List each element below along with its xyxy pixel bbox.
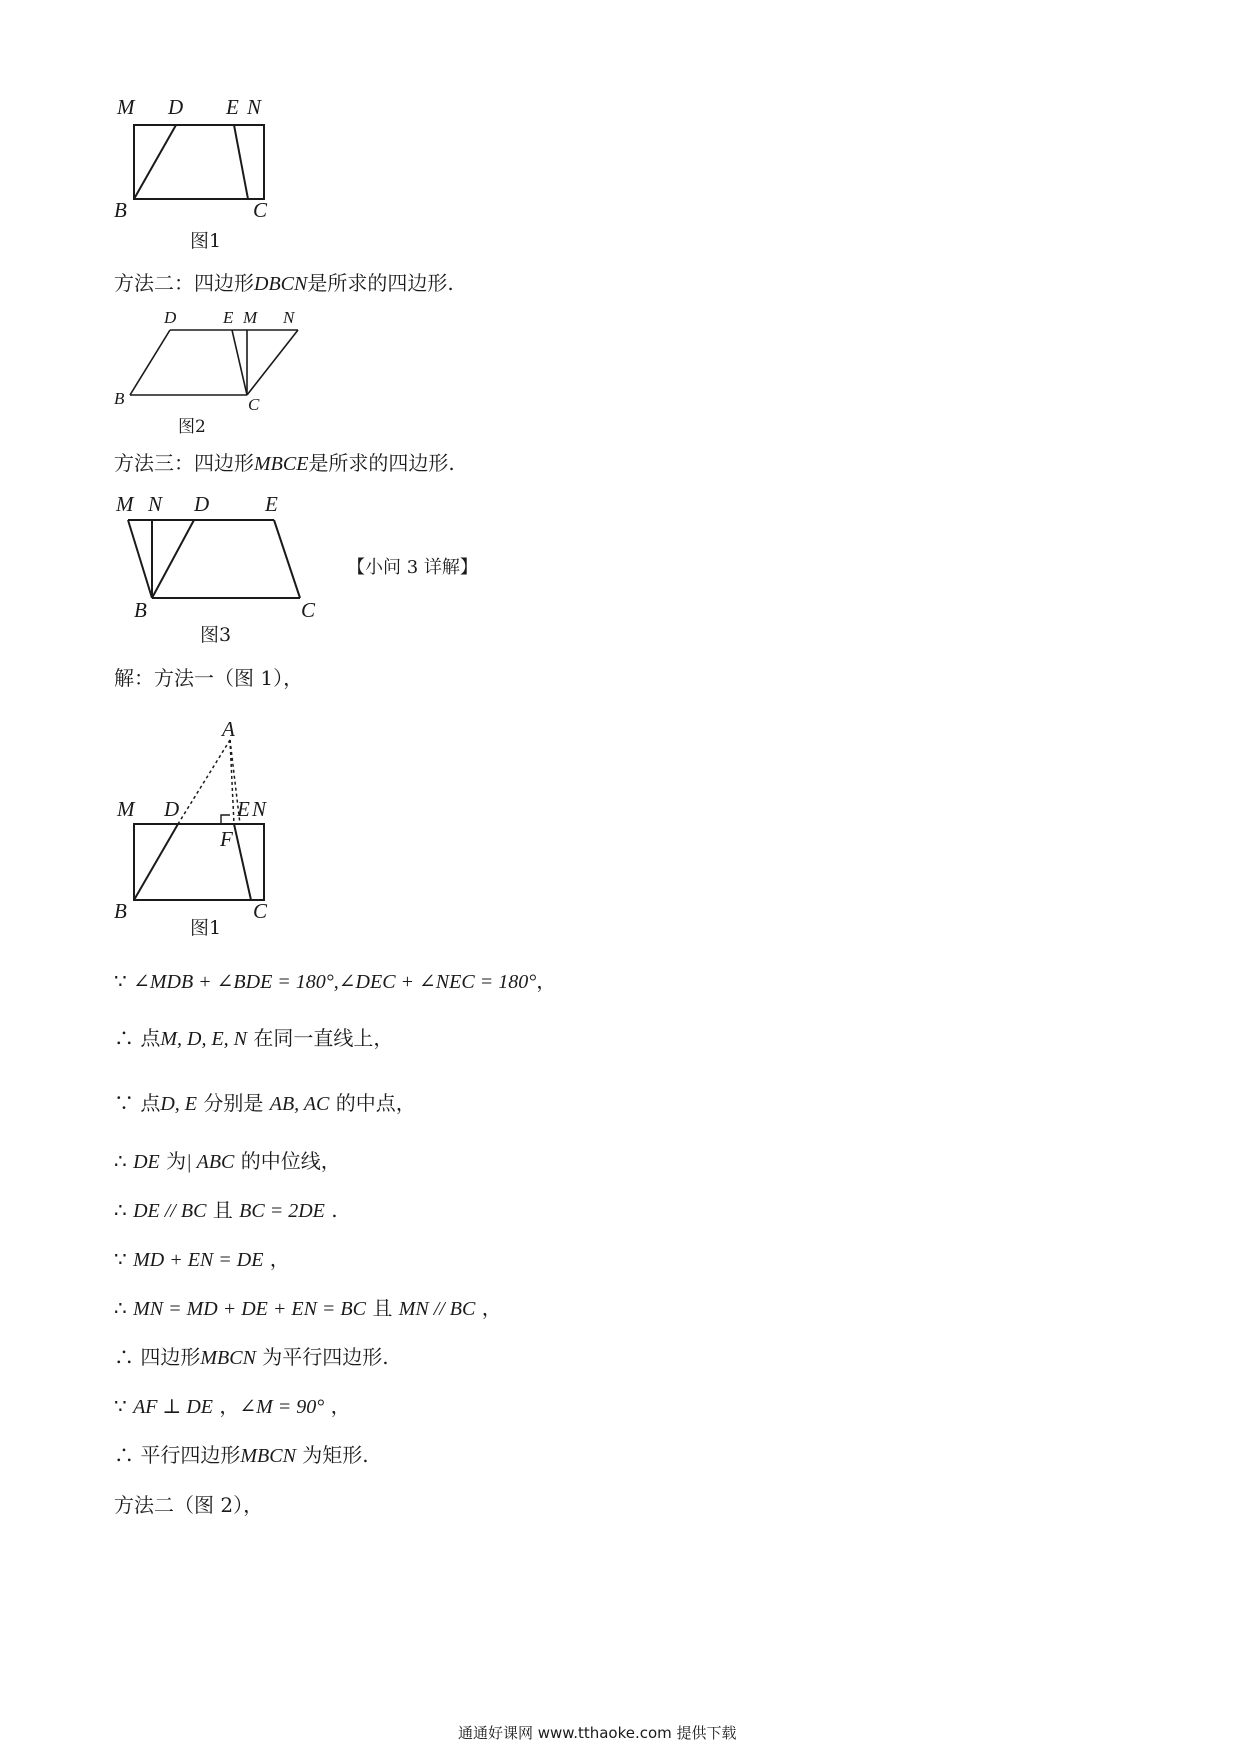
label-A: A [222,717,235,741]
sub-question-heading: 【小问 3 详解】 [347,557,478,578]
proof-text: 且 [206,1198,240,1222]
label-D: D [164,308,177,327]
label-B: B [134,598,147,622]
label-D: D [164,797,180,821]
proof-text: 且 [365,1296,399,1320]
proof-text: 为 [159,1149,187,1173]
figure-3-trapezoid [110,488,330,648]
proof-line-10 [114,1442,369,1469]
proof-text: ， [475,1296,502,1320]
label-D: D [194,492,210,516]
method-2-intro: 方法二（图 2）， [114,1493,264,1517]
proof-line-7 [114,1295,502,1322]
proof-symbol: ∴ [114,1345,141,1369]
proof-line-1 [114,968,556,995]
label-E: E [226,95,239,119]
figure-1-with-apex [110,712,320,952]
label-B: B [114,198,127,222]
proof-symbol: ∵ [114,1247,134,1271]
proof-line-3 [114,1090,416,1117]
figure-caption: 图2 [178,417,206,437]
proof-text: 平行四边形 [140,1443,241,1467]
proof-symbol: ∴ [114,1443,141,1467]
proof-line-6 [114,1246,290,1273]
math-expression: M, D, E, N [160,1028,248,1050]
label-N: N [252,797,267,821]
math-expression: MD + EN = DE [133,1249,264,1271]
proof-line-5 [114,1197,338,1224]
label-C: C [253,198,268,222]
label-E: E [237,797,250,821]
math-expression: | ABC [186,1151,235,1173]
label-E: E [265,492,278,516]
proof-symbol: ∵ [114,1394,134,1418]
proof-text: . [324,1198,338,1222]
proof-symbol: ∴ [114,1149,134,1173]
math-expression: DE // BC [133,1200,207,1222]
math-expression: MN = MD + DE + EN = BC [133,1298,366,1320]
label-C: C [248,395,260,414]
math-expression: ∠M = 90° [239,1396,325,1418]
figure-caption: 图3 [200,624,232,646]
proof-text: ， [324,1394,351,1418]
proof-line-4 [114,1148,341,1175]
proof-text: ， [536,969,557,993]
figure-caption: 图1 [190,230,222,252]
proof-line-2 [114,1025,393,1052]
solution-intro: 解：方法一（图 1）， [114,666,304,690]
math-expression: MN // BC [398,1298,476,1320]
label-M: M [116,492,134,516]
method-3-text: 方法三：四边形MBCE是所求的四边形. [114,451,455,475]
math-expression: MBCN [240,1445,296,1467]
proof-line-9 [114,1393,351,1420]
method-2-text: 方法二：四边形DBCN是所求的四边形. [114,271,454,295]
proof-symbol: ∴ [114,1026,141,1050]
proof-symbol: ∴ [114,1296,134,1320]
proof-text: 点 [140,1026,161,1050]
math-expression: ∠MDB + ∠BDE = 180°,∠DEC + ∠NEC = 180° [133,971,537,993]
label-C: C [301,598,316,622]
label-D: D [168,95,184,119]
label-M: M [117,797,135,821]
proof-text: 为矩形. [295,1443,369,1467]
math-expression: BC = 2DE [239,1200,325,1222]
label-C: C [253,899,268,923]
label-N: N [148,492,163,516]
label-F: F [220,827,233,851]
label-B: B [114,389,125,408]
math-expression: D, E [160,1093,198,1115]
proof-text: 点 [140,1091,161,1115]
proof-text: 的中位线， [234,1149,341,1173]
proof-symbol: ∵ [114,969,134,993]
math-expression: MBCN [200,1347,256,1369]
label-N: N [283,308,295,327]
label-M: M [243,308,258,327]
math-expression: AF ⊥ DE [133,1396,213,1418]
footer-watermark: 通通好课网 www.tthaoke.com 提供下载 [458,1724,737,1742]
proof-text: 为平行四边形. [255,1345,389,1369]
label-B: B [114,899,127,923]
proof-text: ， [213,1394,240,1418]
label-E: E [223,308,234,327]
proof-text: 在同一直线上， [247,1026,394,1050]
figure-1-rectangle [110,95,310,255]
label-N: N [247,95,262,119]
proof-line-8 [114,1344,389,1371]
math-expression: AB, AC [269,1093,330,1115]
figure-2-parallelogram [110,308,320,438]
math-expression: DE [133,1151,160,1173]
proof-text: 的中点， [329,1091,416,1115]
proof-text: 四边形 [140,1345,201,1369]
figure-caption: 图1 [190,917,222,939]
proof-symbol: ∵ [114,1091,141,1115]
proof-symbol: ∴ [114,1198,134,1222]
label-M: M [117,95,135,119]
proof-text: 分别是 [197,1091,270,1115]
proof-text: ， [263,1247,290,1271]
